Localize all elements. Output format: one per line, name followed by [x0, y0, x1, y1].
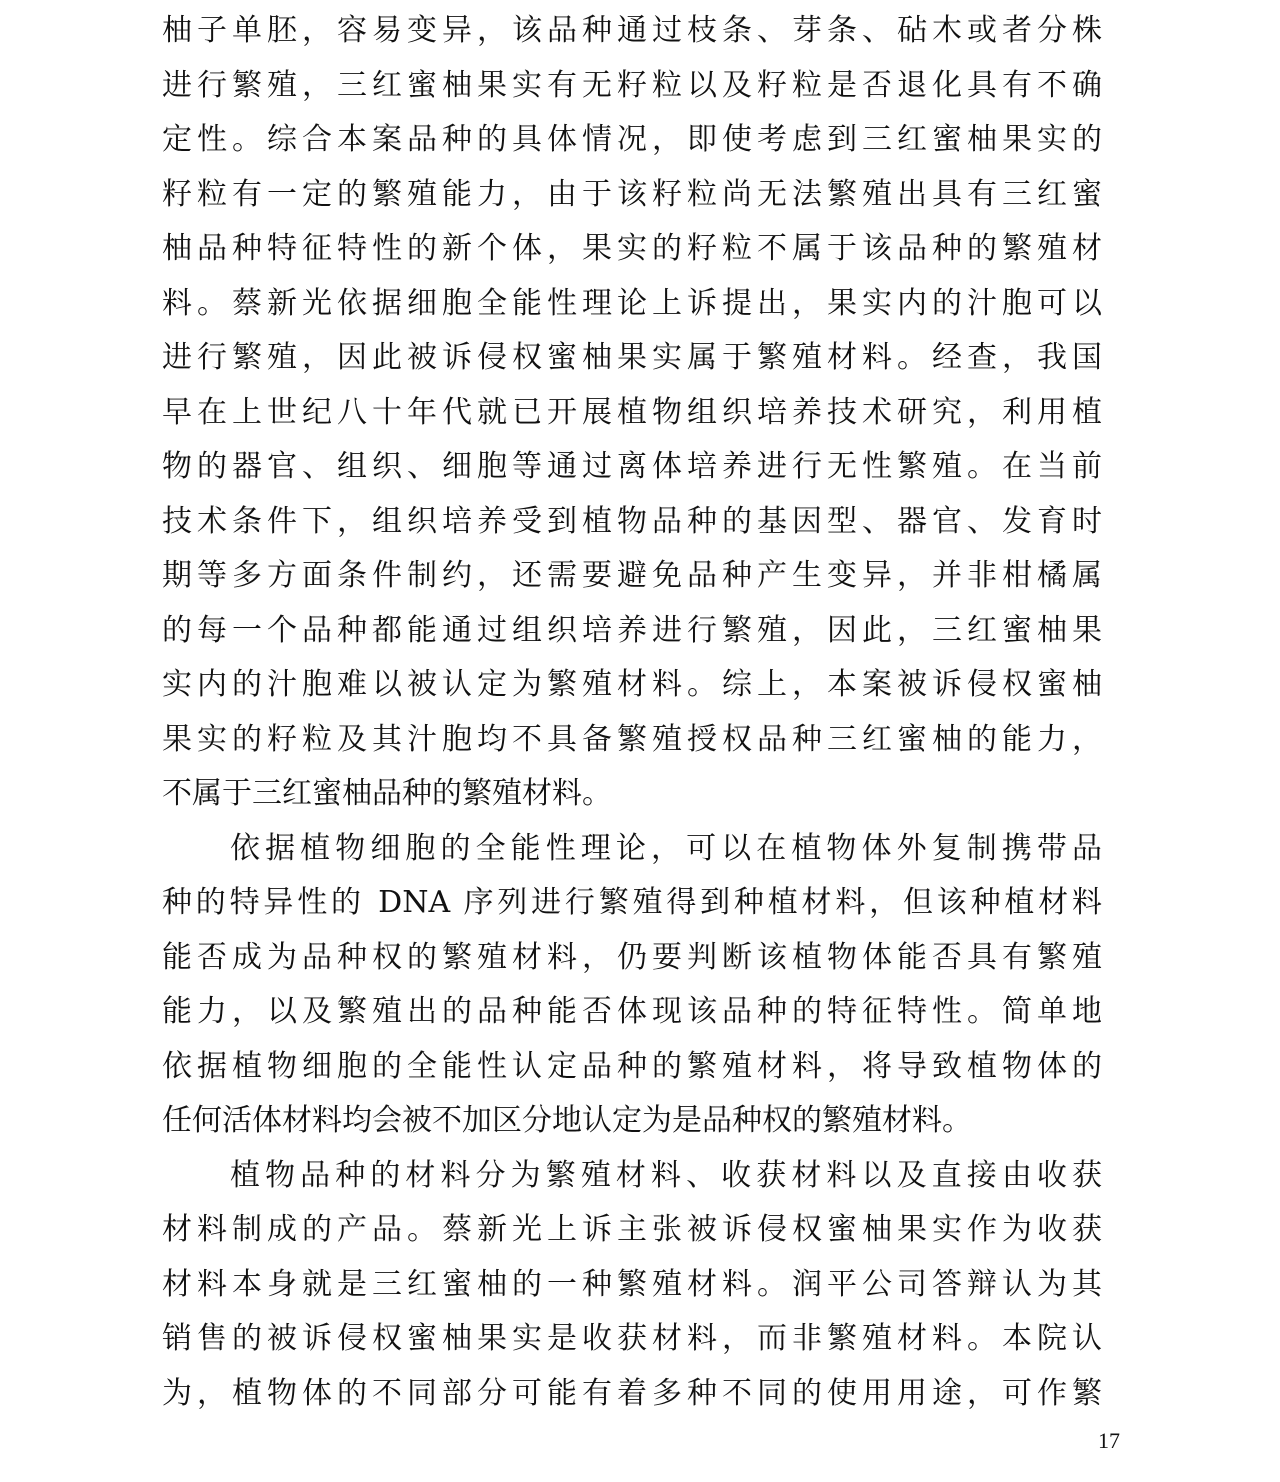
- text-line: 早在上世纪八十年代就已开展植物组织培养技术研究，利用植: [162, 394, 1102, 430]
- paragraph-first-line: 依据植物细胞的全能性理论，可以在植物体外复制携带品: [230, 830, 1102, 866]
- text-line: 籽粒有一定的繁殖能力，由于该籽粒尚无法繁殖出具有三红蜜: [162, 176, 1102, 212]
- text-line: 技术条件下，组织培养受到植物品种的基因型、器官、发育时: [162, 503, 1102, 539]
- text-line: 材料制成的产品。蔡新光上诉主张被诉侵权蜜柚果实作为收获: [162, 1212, 1102, 1247]
- text-line: 材料本身就是三红蜜柚的一种繁殖材料。润平公司答辩认为其: [162, 1266, 1102, 1302]
- text-line: 柚品种特征特性的新个体，果实的籽粒不属于该品种的繁殖材: [162, 231, 1102, 266]
- text-line: 的每一个品种都能通过组织培养进行繁殖，因此，三红蜜柚果: [162, 612, 1102, 648]
- body-text: [162, 4, 1102, 1421]
- text-line: 物的器官、组织、细胞等通过离体培养进行无性繁殖。在当前: [162, 449, 1102, 484]
- text-line: 定性。综合本案品种的具体情况，即使考虑到三红蜜柚果实的: [162, 122, 1102, 157]
- text-line: 料。蔡新光依据细胞全能性理论上诉提出，果实内的汁胞可以: [162, 285, 1102, 321]
- text-line: 进行繁殖，三红蜜柚果实有无籽粒以及籽粒是否退化具有不确: [162, 67, 1102, 103]
- text-line: 能否成为品种权的繁殖材料，仍要判断该植物体能否具有繁殖: [162, 939, 1102, 975]
- text-line: 为，植物体的不同部分可能有着多种不同的使用用途，可作繁: [162, 1375, 1102, 1411]
- text-line: 销售的被诉侵权蜜柚果实是收获材料，而非繁殖材料。本院认: [162, 1321, 1102, 1356]
- text-line: 柚子单胚，容易变异，该品种通过枝条、芽条、砧木或者分株: [162, 13, 1102, 48]
- text-line: 实内的汁胞难以被认定为繁殖材料。综上，本案被诉侵权蜜柚: [162, 667, 1102, 702]
- text-line: 不属于三红蜜柚品种的繁殖材料。: [162, 776, 612, 811]
- text-line: 种的特异性的 DNA 序列进行繁殖得到种植材料，但该种植材料: [162, 885, 1102, 920]
- text-line: 进行繁殖，因此被诉侵权蜜柚果实属于繁殖材料。经查，我国: [162, 340, 1102, 375]
- text-line: 能力，以及繁殖出的品种能否体现该品种的特征特性。简单地: [162, 994, 1102, 1029]
- text-line: 果实的籽粒及其汁胞均不具备繁殖授权品种三红蜜柚的能力，: [162, 721, 1102, 757]
- paragraph-first-line: 植物品种的材料分为繁殖材料、收获材料以及直接由收获: [230, 1157, 1102, 1193]
- text-line: 依据植物细胞的全能性认定品种的繁殖材料，将导致植物体的: [162, 1048, 1102, 1084]
- page-number: 17: [1098, 1428, 1120, 1453]
- text-line: 任何活体材料均会被不加区分地认定为是品种权的繁殖材料。: [162, 1103, 972, 1138]
- text-line: 期等多方面条件制约，还需要避免品种产生变异，并非柑橘属: [162, 558, 1102, 593]
